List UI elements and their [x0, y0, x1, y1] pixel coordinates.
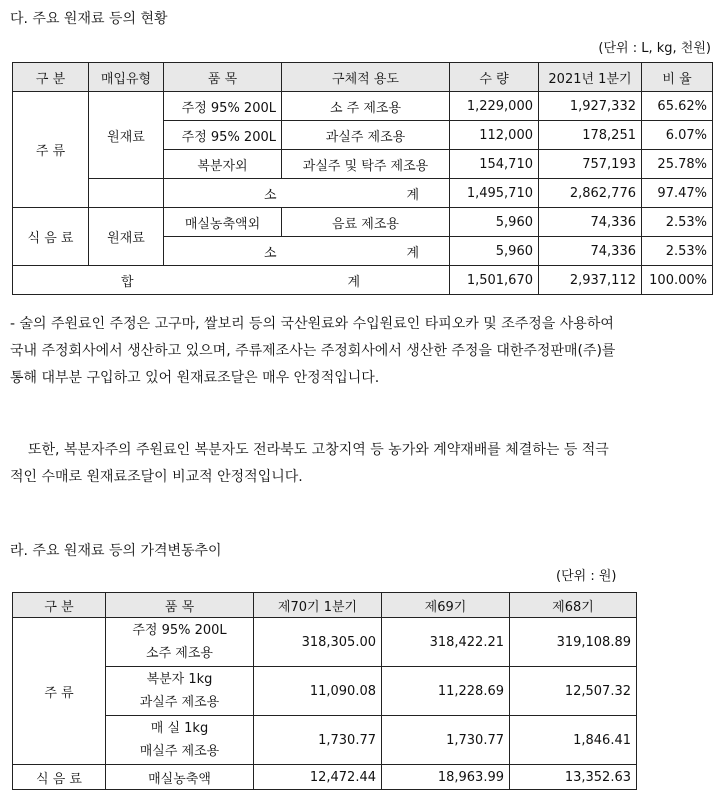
- subtotal-row: [13, 179, 713, 208]
- item-use: 소주 제조용: [146, 646, 213, 661]
- header-cell: 비 율: [642, 63, 713, 92]
- item-cell: [106, 716, 254, 765]
- qty-cell: 1,501,670: [450, 266, 539, 295]
- purchase-type: 원재료: [89, 208, 164, 266]
- total-label: 계: [164, 266, 450, 295]
- use-cell: 소 주 제조용: [282, 92, 450, 121]
- paragraph: - 술의 주원료인 주정은 고구마, 쌀보리 등의 국산원료와 수입원료인 타피오카 및 조주정을 사용하여 국내 주정회사에서 생산하고 있으며, 주류제조사는 주정회사에서 생산한 주정을 대한주정판매(주)를 통해 대부분 구입하고 있어 원재료조달은 매우 안정적입니다.: [10, 316, 616, 386]
- price-cell: 18,963.99: [382, 765, 510, 790]
- item-cell: 복분자외: [164, 150, 282, 179]
- header-cell: 품 목: [164, 63, 282, 92]
- item-cell: [106, 667, 254, 716]
- item-cell: 주정 95% 200L: [164, 92, 282, 121]
- subtotal-label: 계: [282, 179, 450, 208]
- price-trend-table: [12, 592, 637, 790]
- item-cell: 주정 95% 200L: [164, 121, 282, 150]
- purchase-type: 원재료: [89, 92, 164, 179]
- table-row: [13, 667, 637, 716]
- item-name: 복분자 1kg: [146, 672, 213, 687]
- item-use: 과실주 제조용: [139, 695, 220, 710]
- amount-cell: 2,862,776: [539, 179, 642, 208]
- amount-cell: 2,937,112: [539, 266, 642, 295]
- table-header-row: [13, 63, 713, 92]
- item-cell: 매실농축액: [106, 765, 254, 790]
- ratio-cell: 2.53%: [642, 237, 713, 266]
- ratio-cell: 6.07%: [642, 121, 713, 150]
- group-label: 주 류: [13, 618, 106, 765]
- price-cell: 12,507.32: [510, 667, 637, 716]
- header-cell: 제68기: [510, 593, 637, 618]
- table-row: [13, 765, 637, 790]
- header-cell: 수 량: [450, 63, 539, 92]
- header-cell: 구 분: [13, 593, 106, 618]
- amount-cell: 757,193: [539, 150, 642, 179]
- header-cell: 구체적 용도: [282, 63, 450, 92]
- qty-cell: 1,495,710: [450, 179, 539, 208]
- section-heading-materials: 다. 주요 원재료 등의 현황: [10, 11, 168, 27]
- ratio-cell: 100.00%: [642, 266, 713, 295]
- price-cell: 1,846.41: [510, 716, 637, 765]
- item-name: 주정 95% 200L: [132, 623, 227, 638]
- group-label: 식 음 료: [13, 208, 89, 266]
- qty-cell: 5,960: [450, 237, 539, 266]
- qty-cell: 1,229,000: [450, 92, 539, 121]
- header-cell: 구 분: [13, 63, 89, 92]
- item-use: 매실주 제조용: [139, 744, 220, 759]
- item-cell: 매실농축액외: [164, 208, 282, 237]
- header-cell: 2021년 1분기: [539, 63, 642, 92]
- unit-label: (단위 : 원): [556, 569, 617, 584]
- item-cell: [106, 618, 254, 667]
- table-row: [13, 208, 713, 237]
- qty-cell: 5,960: [450, 208, 539, 237]
- price-cell: 12,472.44: [254, 765, 382, 790]
- header-cell: 제70기 1분기: [254, 593, 382, 618]
- total-row: [13, 266, 713, 295]
- qty-cell: 112,000: [450, 121, 539, 150]
- price-cell: 13,352.63: [510, 765, 637, 790]
- use-cell: 음료 제조용: [282, 208, 450, 237]
- table-row: [13, 716, 637, 765]
- table-row: [13, 92, 713, 121]
- price-cell: 319,108.89: [510, 618, 637, 667]
- table-row: [13, 618, 637, 667]
- group-label: 주 류: [13, 92, 89, 208]
- paragraph: 또한, 복분자주의 주원료인 복분자도 전라북도 고창지역 등 농가와 계약재배를 체결하는 등 적극적인 수매로 원재료조달이 비교적 안정적입니다.: [10, 442, 609, 485]
- total-label: 합: [13, 266, 164, 295]
- section-heading-price-trend: 라. 주요 원재료 등의 가격변동추이: [10, 543, 222, 559]
- price-cell: 11,228.69: [382, 667, 510, 716]
- price-cell: 318,422.21: [382, 618, 510, 667]
- header-cell: 제69기: [382, 593, 510, 618]
- qty-cell: 154,710: [450, 150, 539, 179]
- use-cell: 과실주 및 탁주 제조용: [282, 150, 450, 179]
- amount-cell: 74,336: [539, 208, 642, 237]
- amount-cell: 1,927,332: [539, 92, 642, 121]
- ratio-cell: 25.78%: [642, 150, 713, 179]
- group-label: 식 음 료: [13, 765, 106, 790]
- price-cell: 1,730.77: [254, 716, 382, 765]
- ratio-cell: 2.53%: [642, 208, 713, 237]
- table-header-row: [13, 593, 637, 618]
- subtotal-label: 소: [164, 237, 282, 266]
- item-name: 매 실 1kg: [150, 721, 209, 736]
- subtotal-label: 소: [164, 179, 282, 208]
- ratio-cell: 97.47%: [642, 179, 713, 208]
- ratio-cell: 65.62%: [642, 92, 713, 121]
- amount-cell: 74,336: [539, 237, 642, 266]
- header-cell: 품 목: [106, 593, 254, 618]
- amount-cell: 178,251: [539, 121, 642, 150]
- price-cell: 11,090.08: [254, 667, 382, 716]
- unit-label: (단위 : L, kg, 천원): [598, 41, 711, 56]
- materials-table: [12, 62, 713, 295]
- use-cell: 과실주 제조용: [282, 121, 450, 150]
- price-cell: 318,305.00: [254, 618, 382, 667]
- header-cell: 매입유형: [89, 63, 164, 92]
- subtotal-label: 계: [282, 237, 450, 266]
- price-cell: 1,730.77: [382, 716, 510, 765]
